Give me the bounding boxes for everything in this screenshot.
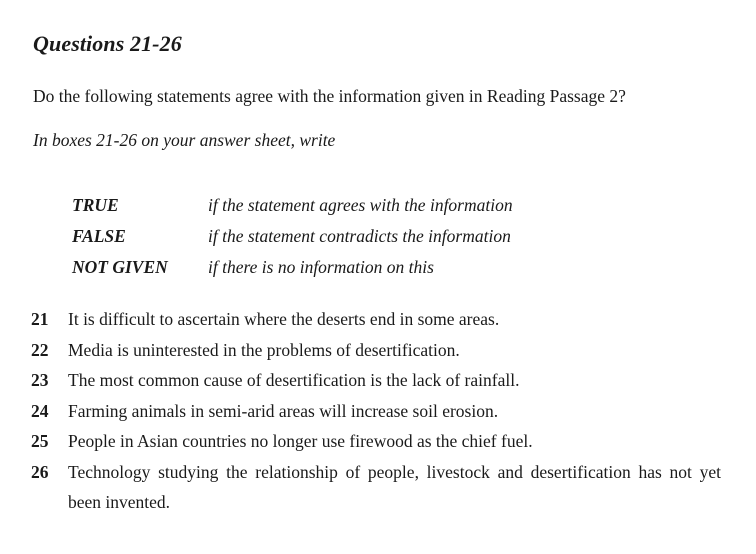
statement-number: 24 <box>31 400 49 421</box>
statement-item <box>31 396 721 427</box>
questions-heading: Questions 21-26 <box>33 31 182 56</box>
statement-item <box>31 457 721 518</box>
statement-item <box>31 426 721 457</box>
key-term: FALSE <box>72 226 126 246</box>
statement-item <box>31 304 721 335</box>
statement-number: 22 <box>31 339 49 360</box>
key-description: if there is no information on this <box>208 257 434 277</box>
key-term: NOT GIVEN <box>72 257 168 277</box>
answer-sheet-instruction: In boxes 21-26 on your answer sheet, write <box>33 130 336 150</box>
key-row-false <box>72 221 513 252</box>
statement-text: People in Asian countries no longer use firewood as the chief fuel. <box>68 431 533 451</box>
statement-number: 21 <box>31 309 49 329</box>
key-row-true <box>72 190 513 221</box>
statement-list <box>31 304 721 518</box>
statement-number: 23 <box>31 370 49 390</box>
instruction-text: Do the following statements agree with the information given in Reading Passage 2? <box>33 86 626 106</box>
statement-text: The most common cause of desertification is the lack of rainfall. <box>68 370 520 390</box>
statement-text: Technology studying the relationship of people, livestock and desertification has not yet been invented. <box>68 461 721 512</box>
statement-item <box>31 365 721 396</box>
statement-number: 25 <box>31 431 49 451</box>
statement-number: 26 <box>31 461 49 482</box>
key-description: if the statement agrees with the information <box>208 195 513 215</box>
statement-text: Farming animals in semi-arid areas will increase soil erosion. <box>68 400 499 421</box>
key-term: TRUE <box>72 195 119 215</box>
key-description: if the statement contradicts the information <box>208 226 511 246</box>
statement-text: Media is uninterested in the problems of desertification. <box>68 339 460 360</box>
statement-text: It is difficult to ascertain where the deserts end in some areas. <box>68 309 500 329</box>
answer-key-table <box>72 190 513 283</box>
statement-item <box>31 335 721 366</box>
key-row-not-given <box>72 252 513 283</box>
